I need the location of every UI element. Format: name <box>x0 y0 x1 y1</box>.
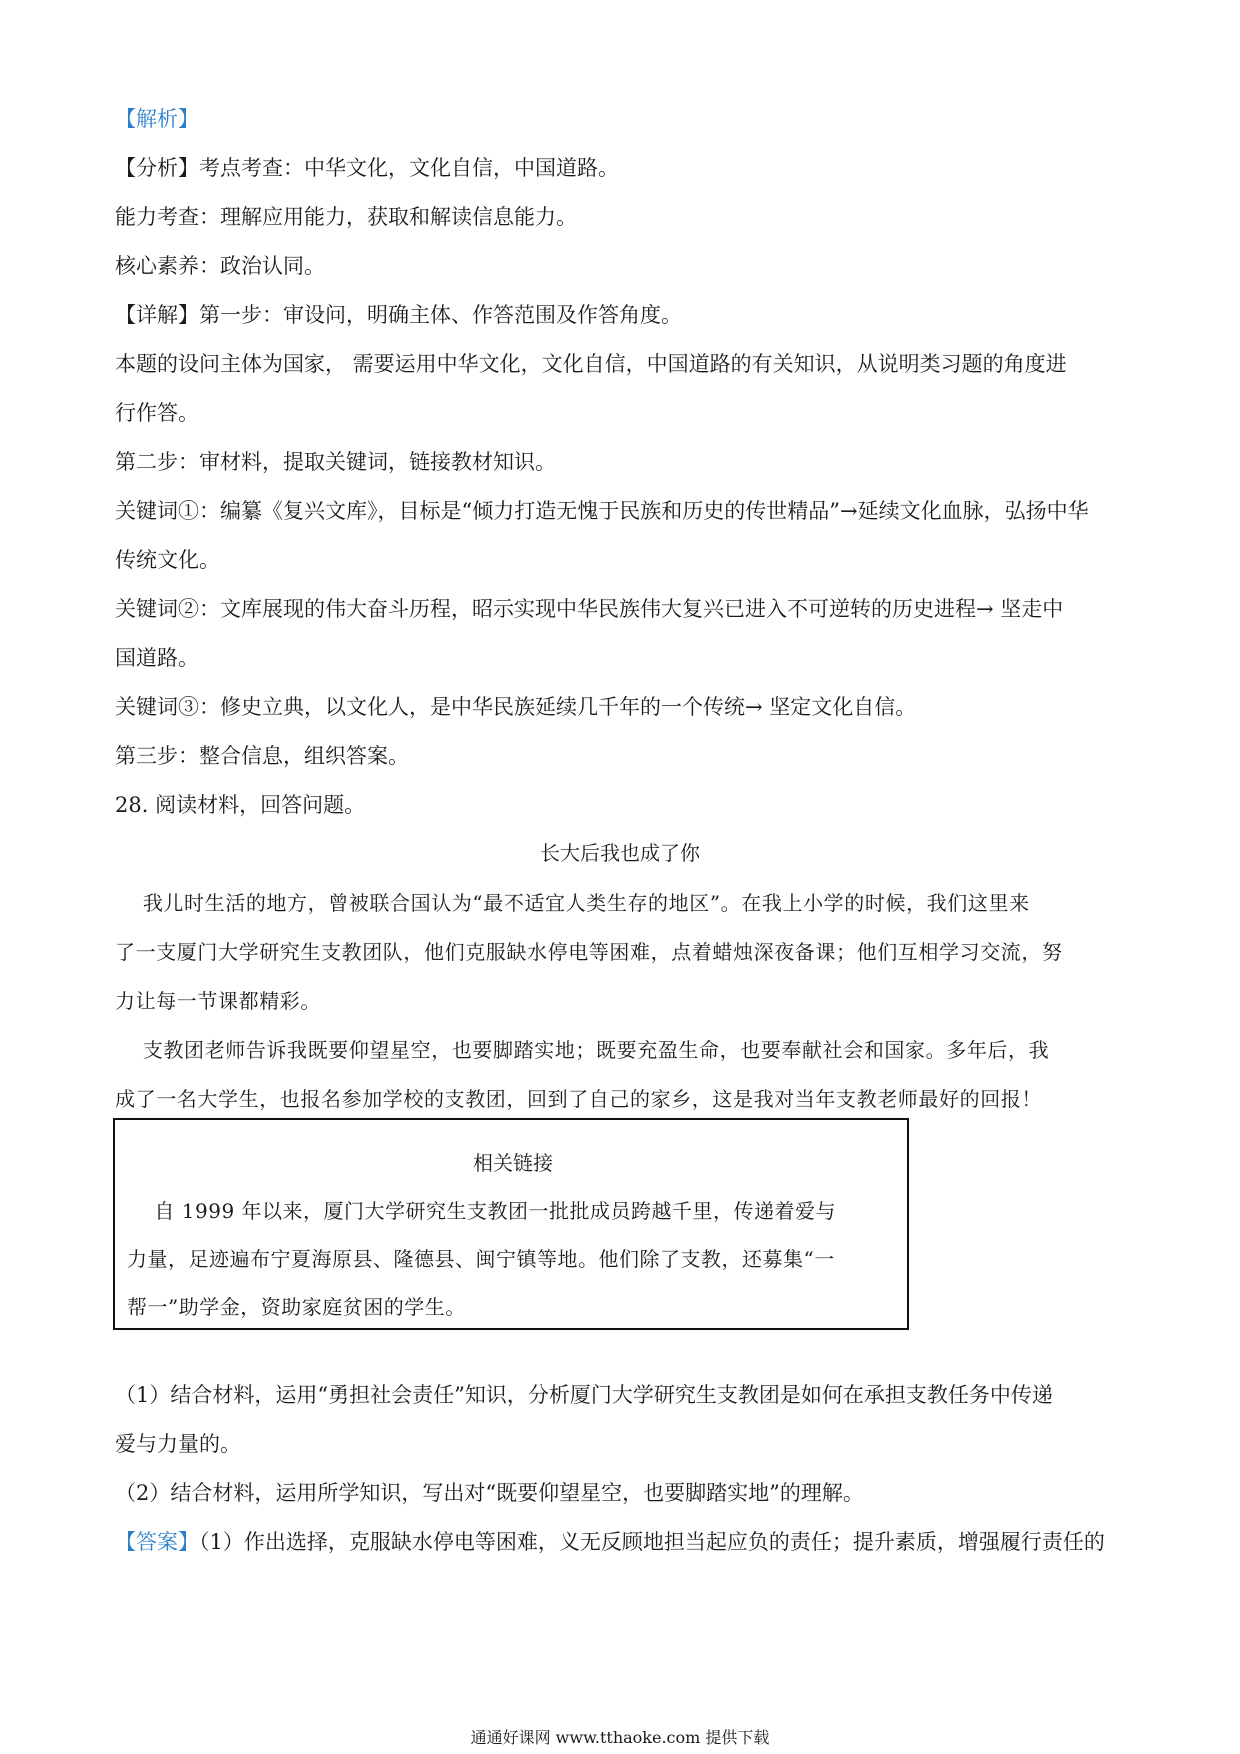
analysis-line: 行作答。 <box>115 401 199 425</box>
analysis-line: 第二步：审材料，提取关键词，链接教材知识。 <box>115 450 556 474</box>
related-link-line: 自 1999 年以来，厦门大学研究生支教团一批批成员跨越千里，传递着爱与 <box>127 1199 837 1223</box>
analysis-line: 国道路。 <box>115 646 199 670</box>
analysis-line: 传统文化。 <box>115 548 220 572</box>
analysis-line: 【详解】第一步：审设问，明确主体、作答范围及作答角度。 <box>115 303 682 327</box>
related-link-line: 力量，足迹遍布宁夏海原县、隆德县、闽宁镇等地。他们除了支教，还募集“一 <box>127 1247 835 1271</box>
story-paragraph-line: 支教团老师告诉我既要仰望星空，也要脚踏实地；既要充盈生命，也要奉献社会和国家。多年后，我 <box>115 1038 1050 1062</box>
story-paragraph-line: 了一支厦门大学研究生支教团队，他们克服缺水停电等困难，点着蜡烛深夜备课；他们互相学习交流，努 <box>115 940 1063 964</box>
analysis-line: 核心素养：政治认同。 <box>115 254 325 278</box>
answer-label: 【答案】 <box>115 1530 199 1554</box>
story-paragraph-line: 成了一名大学生，也报名参加学校的支教团，回到了自己的家乡，这是我对当年支教老师最好的回报！ <box>115 1087 1042 1111</box>
analysis-line: 关键词③：修史立典，以文化人，是中华民族延续几千年的一个传统→ 坚定文化自信。 <box>115 695 917 719</box>
analysis-line: 能力考查：理解应用能力，获取和解读信息能力。 <box>115 205 577 229</box>
story-title: 长大后我也成了你 <box>540 841 700 865</box>
page-footer: 通通好课网 www.tthaoke.com 提供下载 <box>470 1728 770 1747</box>
question-number: 28. 阅读材料，回答问题。 <box>115 793 366 817</box>
answer-text: （1）作出选择，克服缺水停电等困难，义无反顾地担当起应负的责任；提升素质，增强履行责任的 <box>199 1530 1105 1554</box>
analysis-line: 关键词②：文库展现的伟大奋斗历程，昭示实现中华民族伟大复兴已进入不可逆转的历史进程→ 坚走中 <box>115 597 1064 621</box>
analysis-line: 本题的设问主体为国家， 需要运用中华文化，文化自信，中国道路的有关知识，从说明类习题的角度进 <box>115 352 1067 376</box>
related-link-box <box>113 1118 909 1330</box>
sub-question-line: （2）结合材料，运用所学知识，写出对“既要仰望星空，也要脚踏实地”的理解。 <box>115 1481 864 1505</box>
related-link-title: 相关链接 <box>473 1151 553 1175</box>
analysis-line: 关键词①：编纂《复兴文库》，目标是“倾力打造无愧于民族和历史的传世精品”→延续文化血脉，弘扬中华 <box>115 499 1089 523</box>
sub-question-line: （1）结合材料，运用“勇担社会责任”知识，分析厦门大学研究生支教团是如何在承担支教任务中传递 <box>115 1383 1053 1407</box>
related-link-line: 帮一”助学金，资助家庭贫困的学生。 <box>127 1295 466 1319</box>
answer-line <box>115 1529 1135 1555</box>
story-paragraph-line: 力让每一节课都精彩。 <box>115 989 321 1013</box>
story-paragraph-line: 我儿时生活的地方，曾被联合国认为“最不适宜人类生存的地区”。在我上小学的时候，我们这里来 <box>115 891 1030 915</box>
analysis-heading: 【解析】 <box>115 107 199 131</box>
analysis-line: 第三步：整合信息，组织答案。 <box>115 744 409 768</box>
analysis-line: 【分析】考点考查：中华文化，文化自信，中国道路。 <box>115 156 619 180</box>
sub-question-line: 爱与力量的。 <box>115 1432 241 1456</box>
